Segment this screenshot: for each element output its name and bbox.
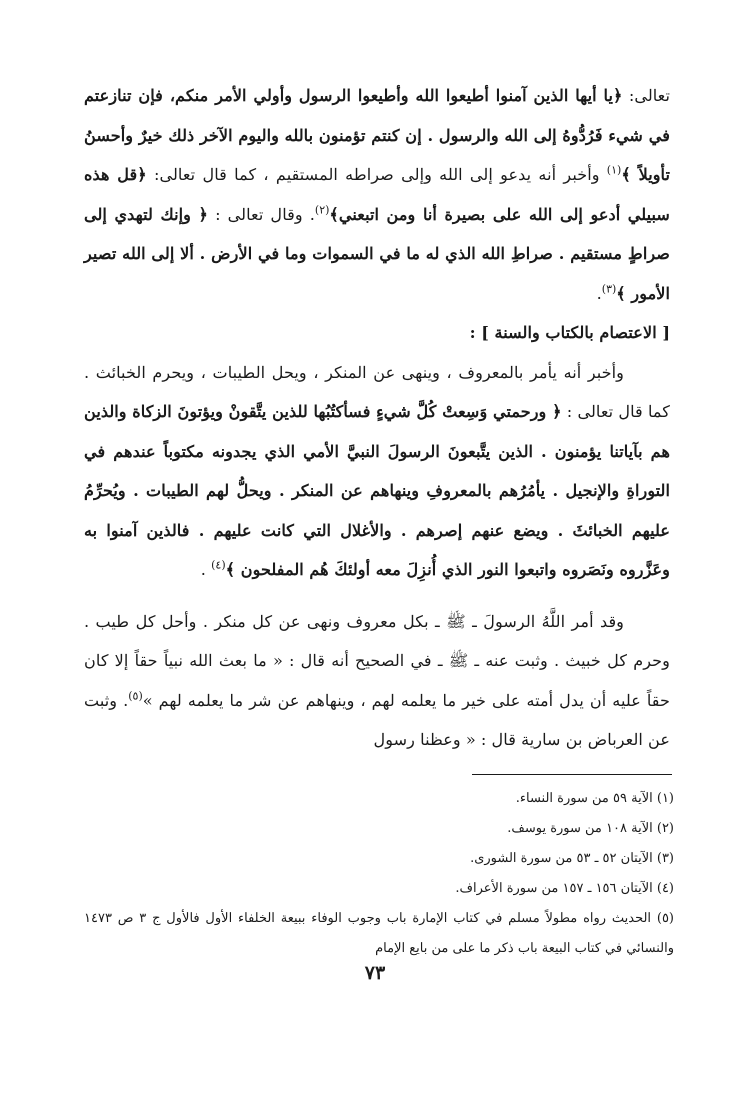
- plain-text: . وقال تعالى :: [208, 204, 315, 224]
- plain-text: وأخبر أنه يدعو إلى الله وإلى صراطه المستقيم ، كما قال تعالى:: [146, 165, 607, 184]
- plain-text: وقد أمر اللَّهُ الرسولَ ـ ﷺ ـ بكل معروف ونهى عن كل منكر . وأحل كل طيب . وحرم كل خبيث . وثبت عنه ـ ﷺ ـ في الصحيح أنه قال : « ما بعث الله نبياً حقاً إلا كان حقاً عليه أن يدل أمته على خير ما يعلمه لهم ، وينهاهم عن شر ما يعلمه لهم »: [84, 611, 670, 710]
- quran-verse: ﴿يا أيها الذين آمنوا أطيعوا الله وأطيعوا الرسول وأولي الأمر منكم، فإن تنازعتم في شيء فَرُدُّوهُ إلى الله والرسول . إن كنتم تؤمنون بالله واليوم الآخر ذلك خيرٌ وأحسنُ تأويلاً ﴾: [84, 86, 670, 184]
- plain-text: .: [200, 560, 212, 579]
- footnote-2: (٢) الآية ١٠٨ من سورة يوسف.: [507, 821, 674, 836]
- footnote-4: (٤) الآيتان ١٥٦ ـ ١٥٧ من سورة الأعراف.: [455, 881, 674, 896]
- plain-text: . وثبت عن العرباض بن سارية قال : « وعظنا رسول: [84, 690, 670, 749]
- footnote-ref: (٢): [314, 203, 330, 217]
- footnote-ref: (٥): [128, 689, 143, 703]
- paragraph-3: [84, 602, 670, 760]
- paragraph-2: [84, 353, 670, 590]
- footnote-5: (٥) الحديث رواه مطولاً مسلم في كتاب الإمارة باب وجوب الوفاء ببيعة الخلفاء الأول فالأول ج ٣ ص ١٤٧٣ والنسائي في كتاب البيعة باب ذكر ما على من بايع الإمام: [84, 911, 674, 956]
- footnote-ref: (٣): [601, 282, 617, 296]
- section-heading: [ الاعتصام بالكتاب والسنة ] :: [469, 323, 670, 342]
- quran-verse: ﴿قل هذه سبيلي أدعو إلى الله على بصيرة أنا ومن اتبعني﴾: [84, 165, 670, 224]
- quran-verse: ﴿ ورحمتي وَسِعتْ كُلَّ شيءٍ فسأكتُبُها للذين يتَّقونْ ويؤتونَ الزكاة والذين هم بآياتنا يؤمنون . الذين يتَّبعونَ الرسولَ النبيَّ الأمي الذي يجدونه مكتوباً عندهم في التوراةِ والإنجيل . يأمُرُهم بالمعروفِ وينهاهم عن المنكر . ويحلُّ لهم الطيبات . ويُحرِّمُ عليهم الخبائثَ . ويضع عنهم إصرهم . والأغلال التي كانت عليهم . فالذين آمنوا به وعَزَّروه ونَصَروه واتبعوا النور الذي أُنزِلَ معه أولئكَ هُم المفلحون ﴾: [84, 402, 670, 579]
- footnote-divider: [472, 774, 672, 775]
- footnote-ref: (٤): [211, 558, 226, 572]
- footnote-ref: (١): [606, 163, 622, 177]
- footnote-3: (٣) الآيتان ٥٢ ـ ٥٣ من سورة الشورى.: [470, 851, 674, 866]
- footnote-1: (١) الآية ٥٩ من سورة النساء.: [515, 791, 674, 806]
- plain-text: وأخبر أنه يأمر بالمعروف ، وينهى عن المنكر ، ويحل الطيبات ، ويحرم الخبائث . كما قال تعالى :: [84, 362, 670, 421]
- quran-verse: ﴿ وإنك لتهدي إلى صراطٍ مستقيم . صراطِ الله الذي له ما في السموات وما في الأرض . ألا إلى الله تصير الأمور ﴾: [84, 204, 670, 303]
- plain-text: .: [596, 283, 602, 303]
- footnotes: [84, 784, 674, 964]
- paragraph-1: [84, 76, 670, 313]
- main-text: [84, 76, 670, 760]
- page-number: ٧٣: [364, 962, 386, 984]
- plain-text: تعالى:: [622, 86, 670, 105]
